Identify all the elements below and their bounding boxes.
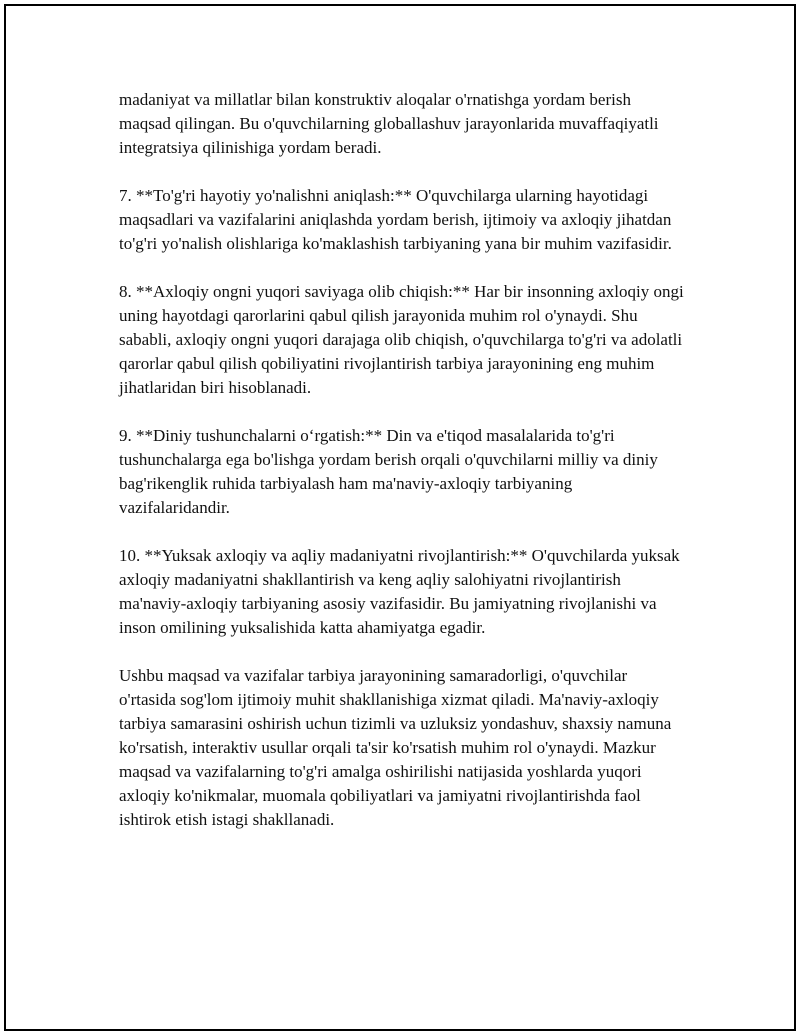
document-body <box>119 88 684 856</box>
paragraph-item-9: 9. **Diniy tushunchalarni o‘rgatish:** Din va e'tiqod masalalarida to'g'ri tushunchalarga ega bo'lishga yordam berish orqali o'quvchilarni milliy va diniy bag'rikenglik ruhida tarbiyalash ham ma'naviy-axloqiy tarbiyaning vazifalaridandir. <box>119 426 658 517</box>
paragraph-conclusion: Ushbu maqsad va vazifalar tarbiya jarayonining samaradorligi, o'quvchilar o'rtasida sog'lom ijtimoiy muhit shakllanishiga xizmat qiladi. Ma'naviy-axloqiy tarbiya samarasini oshirish uchun tizimli va uzluksiz yondashuv, shaxsiy namuna ko'rsatish, interaktiv usullar orqali ta'sir ko'rsatish muhim rol o'ynaydi. Mazkur maqsad va vazifalarning to'g'ri amalga oshirilishi natijasida yoshlarda yuqori axloqiy ko'nikmalar, muomala qobiliyatlari va jamiyatni rivojlantirishda faol ishtirok etish istagi shakllanadi. <box>119 666 672 829</box>
paragraph-item-7: 7. **To'g'ri hayotiy yo'nalishni aniqlash:** O'quvchilarga ularning hayotidagi maqsadlari va vazifalarini aniqlashda yordam berish, ijtimoiy va axloqiy jihatdan to'g'ri yo'nalish olishlariga ko'maklashish tarbiyaning yana bir muhim vazifasidir. <box>119 186 672 253</box>
page-frame <box>4 4 796 1031</box>
paragraph-item-10: 10. **Yuksak axloqiy va aqliy madaniyatni rivojlantirish:** O'quvchilarda yuksak axloqiy madaniyatni shakllantirish va keng aqliy salohiyatni rivojlantirish ma'naviy-axloqiy tarbiyaning asosiy vazifasidir. Bu jamiyatning rivojlanishi va inson omilining yuksalishida katta ahamiyatga egadir. <box>119 546 680 637</box>
paragraph-item-8: 8. **Axloqiy ongni yuqori saviyaga olib chiqish:** Har bir insonning axloqiy ongi uning hayotdagi qarorlarini qabul qilish jarayonida muhim rol o'ynaydi. Shu sababli, axloqiy ongni yuqori darajaga olib chiqish, o'quvchilarga to'g'ri va adolatli qarorlar qabul qilish qobiliyatini rivojlantirish tarbiya jarayonining eng muhim jihatlaridan biri hisoblanadi. <box>119 282 684 397</box>
paragraph-continuation: madaniyat va millatlar bilan konstruktiv aloqalar o'rnatishga yordam berish maqsad qilingan. Bu o'quvchilarning globallashuv jarayonlarida muvaffaqiyatli integratsiya qilinishiga yordam beradi. <box>119 90 659 157</box>
